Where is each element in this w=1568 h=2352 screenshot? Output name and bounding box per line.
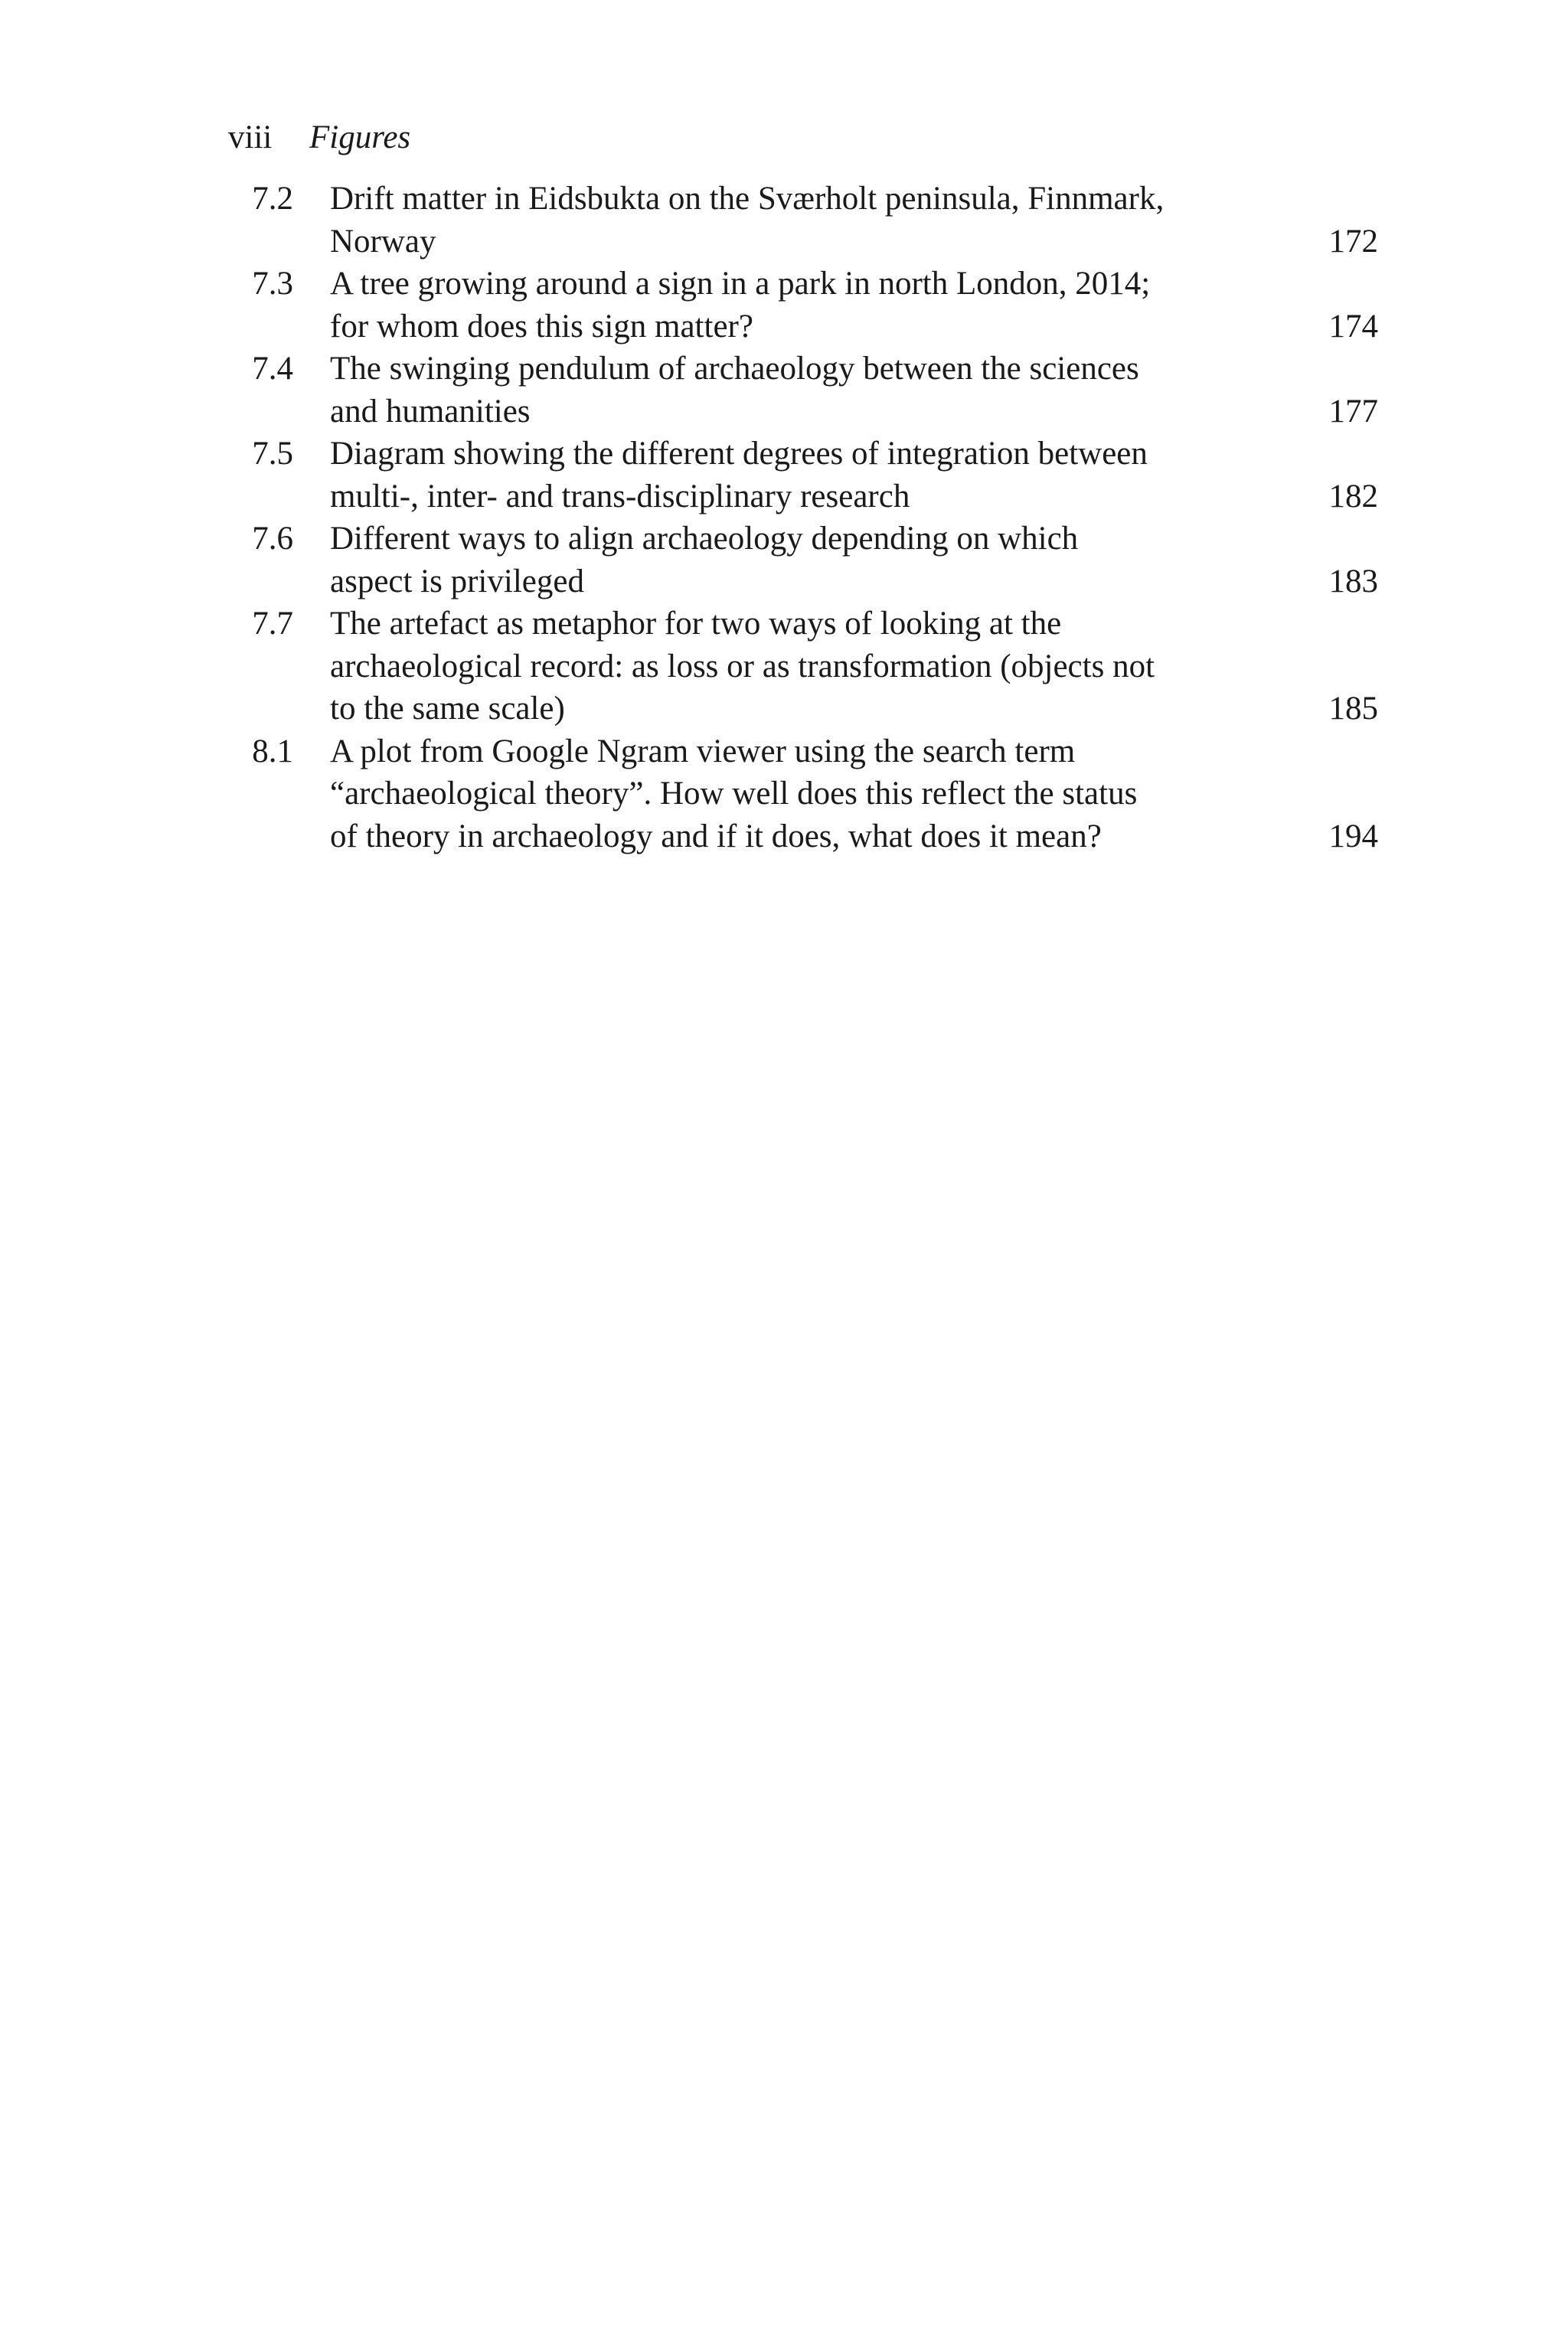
figure-page-number: 194 — [1328, 818, 1378, 854]
figure-caption — [330, 348, 1226, 433]
figure-number: 7.2 — [252, 181, 293, 217]
figure-page-number: 182 — [1328, 478, 1378, 514]
figure-caption — [330, 178, 1226, 263]
figure-number: 7.7 — [252, 606, 293, 642]
caption-line: Diagram showing the different degrees of integration between — [330, 436, 1148, 472]
running-head — [228, 115, 410, 161]
caption-line: archaeological record: as loss or as transformation (objects not — [330, 648, 1155, 684]
caption-line: multi-, inter- and trans-disciplinary research — [330, 478, 910, 514]
figure-page-number: 185 — [1328, 691, 1378, 727]
figure-entry-7-7 — [228, 603, 1378, 730]
caption-line: Norway — [330, 223, 436, 260]
caption-line: A plot from Google Ngram viewer using the search term — [330, 733, 1076, 769]
figure-entry-8-1 — [228, 730, 1378, 858]
figure-entry-7-3 — [228, 263, 1378, 348]
caption-line: Drift matter in Eidsbukta on the Sværholt peninsula, Finnmark, — [330, 181, 1165, 217]
figure-number: 7.6 — [252, 521, 293, 557]
figure-number: 7.3 — [252, 266, 293, 302]
figure-page-number: 183 — [1328, 563, 1378, 599]
figure-caption — [330, 603, 1226, 730]
caption-line: A tree growing around a sign in a park in north London, 2014; — [330, 266, 1151, 302]
figure-page-number: 172 — [1328, 223, 1378, 260]
figure-caption — [330, 263, 1226, 348]
caption-line: Different ways to align archaeology depending on which — [330, 521, 1079, 557]
caption-line: The artefact as metaphor for two ways of looking at the — [330, 606, 1062, 642]
figure-entry-7-5 — [228, 433, 1378, 518]
caption-line: for whom does this sign matter? — [330, 308, 753, 345]
figure-caption — [330, 433, 1226, 518]
figure-number: 7.4 — [252, 351, 293, 387]
figure-page-number: 177 — [1328, 393, 1378, 430]
figure-entry-7-6 — [228, 518, 1378, 603]
figure-entry-7-2 — [228, 178, 1378, 263]
caption-line: to the same scale) — [330, 691, 565, 727]
figure-number: 7.5 — [252, 436, 293, 472]
figure-caption — [330, 730, 1226, 858]
caption-line: and humanities — [330, 393, 531, 430]
page-folio: viii — [228, 119, 273, 155]
figure-page-number: 174 — [1328, 308, 1378, 345]
figure-number: 8.1 — [252, 733, 293, 769]
section-title: Figures — [309, 119, 411, 155]
caption-line: “archaeological theory”. How well does this reflect the status — [330, 776, 1138, 812]
caption-line: of theory in archaeology and if it does, what does it mean? — [330, 818, 1102, 854]
caption-line: aspect is privileged — [330, 563, 584, 599]
figure-list — [228, 178, 1378, 858]
figure-caption — [330, 518, 1226, 603]
figure-entry-7-4 — [228, 348, 1378, 433]
caption-line: The swinging pendulum of archaeology between the sciences — [330, 351, 1139, 387]
